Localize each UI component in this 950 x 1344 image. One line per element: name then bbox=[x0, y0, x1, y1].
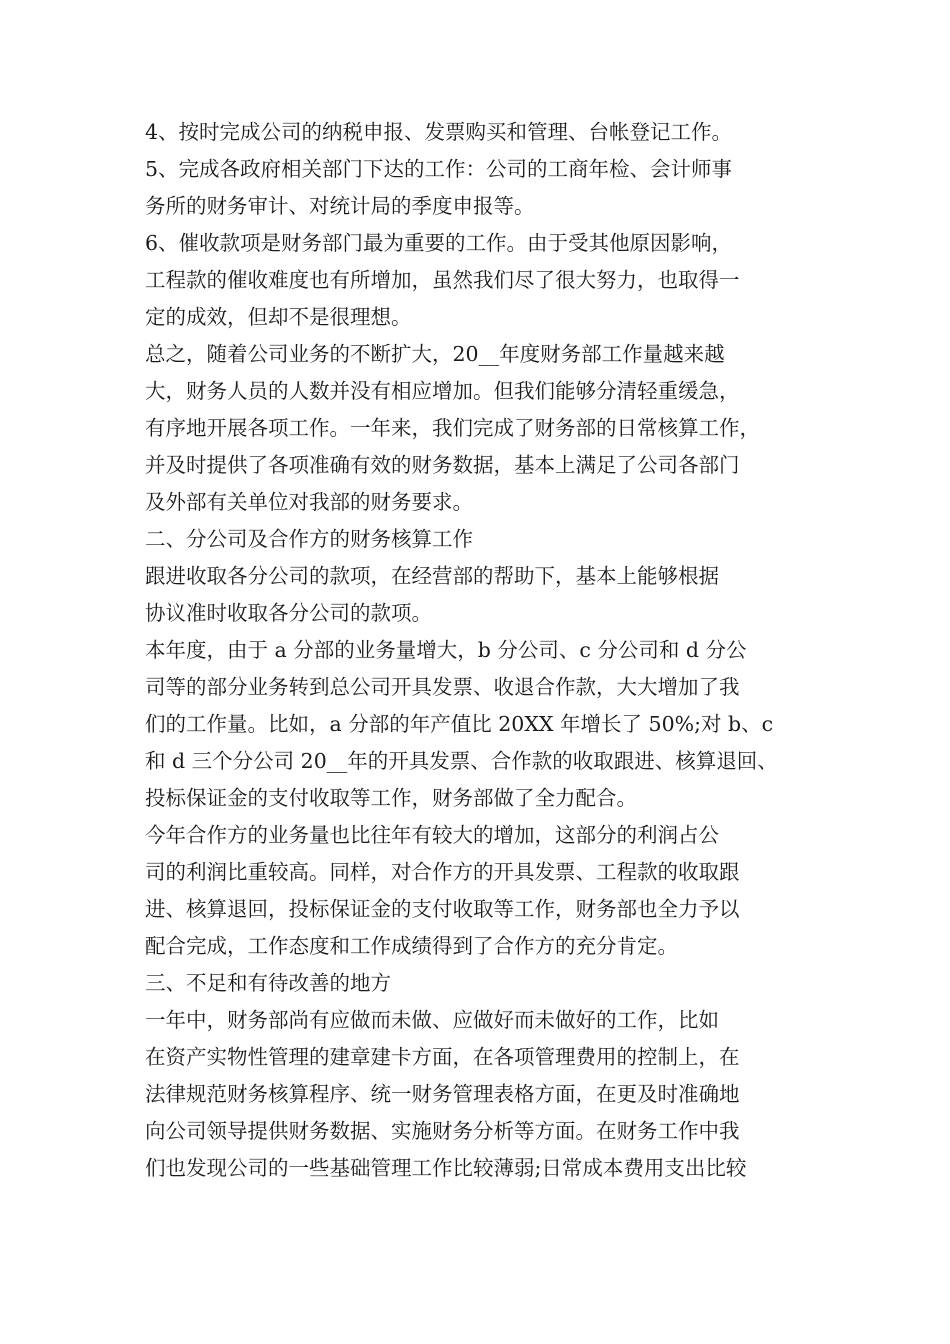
text-line: 有序地开展各项工作。一年来，我们完成了财务部的日常核算工作， bbox=[145, 416, 760, 440]
text-line: 投标保证金的支付收取等工作，财务部做了全力配合。 bbox=[145, 786, 637, 810]
text-line: 和 d 三个分公司 20__年的开具发票、合作款的收取跟进、核算退回、 bbox=[145, 749, 778, 773]
text-line: 并及时提供了各项准确有效的财务数据，基本上满足了公司各部门 bbox=[145, 453, 740, 477]
section-heading: 二、分公司及合作方的财务核算工作 bbox=[145, 527, 473, 551]
text-line: 司等的部分业务转到总公司开具发票、收退合作款，大大增加了我 bbox=[145, 675, 740, 699]
text-line: 法律规范财务核算程序、统一财务管理表格方面，在更及时准确地 bbox=[145, 1082, 740, 1106]
text-line: 本年度，由于 a 分部的业务量增大，b 分公司、c 分公司和 d 分公 bbox=[145, 638, 747, 662]
text-line: 总之，随着公司业务的不断扩大，20__年度财务部工作量越来越 bbox=[145, 342, 725, 366]
text-line: 定的成效，但却不是很理想。 bbox=[145, 305, 412, 329]
document-body bbox=[145, 114, 815, 1187]
text-line: 协议准时收取各分公司的款项。 bbox=[145, 601, 432, 625]
section-heading: 三、不足和有待改善的地方 bbox=[145, 971, 391, 995]
text-line: 务所的财务审计、对统计局的季度申报等。 bbox=[145, 194, 535, 218]
text-line: 司的利润比重较高。同样，对合作方的开具发票、工程款的收取跟 bbox=[145, 860, 740, 884]
text-line: 及外部有关单位对我部的财务要求。 bbox=[145, 490, 473, 514]
text-line: 工程款的催收难度也有所增加，虽然我们尽了很大努力，也取得一 bbox=[145, 268, 740, 292]
text-line: 们也发现公司的一些基础管理工作比较薄弱;日常成本费用支出比较 bbox=[145, 1156, 747, 1180]
text-line: 跟进收取各分公司的款项，在经营部的帮助下，基本上能够根据 bbox=[145, 564, 719, 588]
text-line: 在资产实物性管理的建章建卡方面，在各项管理费用的控制上，在 bbox=[145, 1045, 740, 1069]
text-line: 今年合作方的业务量也比往年有较大的增加，这部分的利润占公 bbox=[145, 823, 719, 847]
text-line: 5、完成各政府相关部门下达的工作：公司的工商年检、会计师事 bbox=[145, 157, 733, 181]
text-line: 进、核算退回，投标保证金的支付收取等工作，财务部也全力予以 bbox=[145, 897, 740, 921]
text-line: 向公司领导提供财务数据、实施财务分析等方面。在财务工作中我 bbox=[145, 1119, 740, 1143]
text-line: 6、催收款项是财务部门最为重要的工作。由于受其他原因影响， bbox=[145, 231, 733, 255]
text-line: 们的工作量。比如，a 分部的年产值比 20XX 年增长了 50%;对 b、c bbox=[145, 712, 774, 736]
text-line: 4、按时完成公司的纳税申报、发票购买和管理、台帐登记工作。 bbox=[145, 120, 733, 144]
text-line: 一年中，财务部尚有应做而未做、应做好而未做好的工作，比如 bbox=[145, 1008, 719, 1032]
text-line: 大，财务人员的人数并没有相应增加。但我们能够分清轻重缓急， bbox=[145, 379, 740, 403]
text-line: 配合完成，工作态度和工作成绩得到了合作方的充分肯定。 bbox=[145, 934, 678, 958]
